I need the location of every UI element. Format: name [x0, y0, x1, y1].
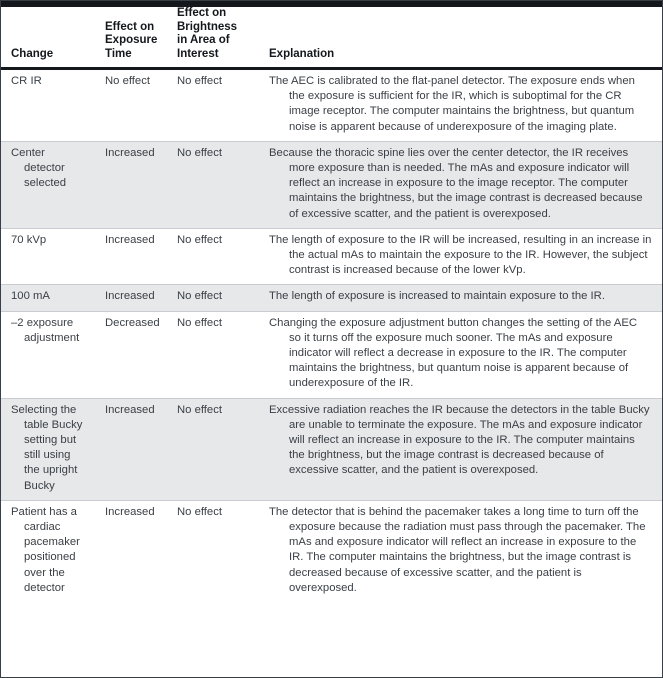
- table-body: [1, 70, 662, 602]
- cell-text: No effect: [177, 146, 223, 159]
- cell-text: Increased: [105, 505, 155, 518]
- cell-brightness: [167, 228, 259, 285]
- column-header-line: Brightness: [177, 20, 238, 33]
- cell-text: 100 mA: [11, 290, 50, 303]
- column-header-line: Effect on: [177, 7, 227, 19]
- cell-text: Changing the exposure adjustment button changes the setting of the AEC so it turns off the exposure much sooner. The mAs and exposure indicator will reflect a decrease in exposure to the IR. The computer maintains the brightness, but quantum noise is apparent because of underexposure of the IR.: [269, 316, 638, 390]
- cell-change: [1, 70, 95, 141]
- cell-explanation: [259, 500, 662, 602]
- cell-text: Excessive radiation reaches the IR because the detectors in the table Bucky are unable to terminate the exposure. The mAs and exposure indicator will reflect an increase in exposure to the IR. The computer maintains the brightness, but the image contrast is decreased because of excessive scatter, and the patient is overexposed.: [269, 403, 650, 477]
- cell-exposure: [95, 311, 167, 398]
- table-row: [1, 228, 662, 285]
- cell-brightness: [167, 70, 259, 141]
- cell-text: 70 kVp: [11, 233, 47, 246]
- cell-text: Increased: [105, 233, 155, 246]
- cell-explanation: [259, 141, 662, 228]
- column-header-line: Time: [105, 47, 132, 60]
- cell-text: The length of exposure to the IR will be increased, resulting in an increase in the actual mAs to maintain the exposure to the IR. However, the subject contrast is increased because of the lower kVp.: [269, 233, 652, 277]
- cell-text: No effect: [177, 75, 223, 87]
- cell-brightness: [167, 398, 259, 500]
- cell-explanation: [259, 70, 662, 141]
- cell-change: [1, 228, 95, 285]
- cell-exposure: [95, 141, 167, 228]
- cell-text: Increased: [105, 146, 155, 159]
- column-header-change: [1, 7, 95, 67]
- column-header-explanation: [259, 7, 662, 67]
- cell-brightness: [167, 500, 259, 602]
- cell-text: CR IR: [11, 75, 42, 87]
- cell-change: [1, 141, 95, 228]
- cell-text: No effect: [177, 290, 223, 303]
- cell-explanation: [259, 228, 662, 285]
- cell-exposure: [95, 228, 167, 285]
- table-header: [1, 1, 662, 70]
- column-header-line: Change: [11, 47, 54, 60]
- cell-text: Decreased: [105, 316, 160, 329]
- cell-exposure: [95, 285, 167, 311]
- cell-text: Selecting the table Bucky setting but still using the upright Bucky: [11, 403, 83, 492]
- cell-explanation: [259, 285, 662, 311]
- cell-change: [1, 285, 95, 311]
- cell-brightness: [167, 285, 259, 311]
- cell-exposure: [95, 500, 167, 602]
- cell-text: No effect: [105, 75, 151, 87]
- cell-change: [1, 500, 95, 602]
- cell-text: Center detector selected: [11, 146, 67, 190]
- cell-change: [1, 398, 95, 500]
- cell-text: No effect: [177, 233, 223, 246]
- table-header-row: [1, 7, 662, 67]
- cell-text: The length of exposure is increased to maintain exposure to the IR.: [269, 290, 605, 303]
- cell-text: No effect: [177, 403, 223, 416]
- column-header-line: Interest: [177, 47, 219, 60]
- table-row: [1, 311, 662, 398]
- cell-text: No effect: [177, 505, 223, 518]
- cell-brightness: [167, 311, 259, 398]
- cell-text: Patient has a cardiac pacemaker positioned over the detector: [11, 505, 80, 594]
- cell-brightness: [167, 141, 259, 228]
- table-row: [1, 141, 662, 228]
- cell-text: Increased: [105, 403, 155, 416]
- cell-exposure: [95, 398, 167, 500]
- cell-text: Because the thoracic spine lies over the center detector, the IR receives more exposure than is needed. The mAs and exposure indicator will reflect an increase in exposure to the image receptor. The computer maintains the brightness, but the image contrast is decreased because of excessive scatter, and the patient is overexposed.: [269, 146, 643, 220]
- cell-text: –2 exposure adjustment: [11, 316, 80, 344]
- column-header-line: Explanation: [269, 47, 335, 60]
- table-row: [1, 398, 662, 500]
- table-row: [1, 70, 662, 141]
- cell-text: Increased: [105, 290, 155, 303]
- column-header-line: in Area of: [177, 34, 230, 46]
- cell-text: No effect: [177, 316, 223, 329]
- cell-exposure: [95, 70, 167, 141]
- column-header-exposure: [95, 7, 167, 67]
- cell-text: The AEC is calibrated to the flat-panel detector. The exposure ends when the exposure is sufficient for the IR, which is suboptimal for the CR image receptor. The computer maintains the brightness, but quantum noise is apparent because of underexposure of the imaging plate.: [269, 75, 635, 133]
- cell-explanation: [259, 311, 662, 398]
- cell-change: [1, 311, 95, 398]
- aec-comparison-table: [1, 1, 662, 602]
- column-header-line: Exposure: [105, 34, 158, 46]
- column-header-brightness: [167, 7, 259, 67]
- table-row: [1, 500, 662, 602]
- cell-text: The detector that is behind the pacemaker takes a long time to turn off the exposure because the radiation must pass through the pacemaker. The mAs and exposure indicator will reflect an increase in exposure to the IR. The computer maintains the brightness, but the image contrast is decreased because of excessive scatter, and the patient is overexposed.: [269, 505, 646, 594]
- column-header-line: Effect on: [105, 20, 155, 33]
- cell-explanation: [259, 398, 662, 500]
- table-row: [1, 285, 662, 311]
